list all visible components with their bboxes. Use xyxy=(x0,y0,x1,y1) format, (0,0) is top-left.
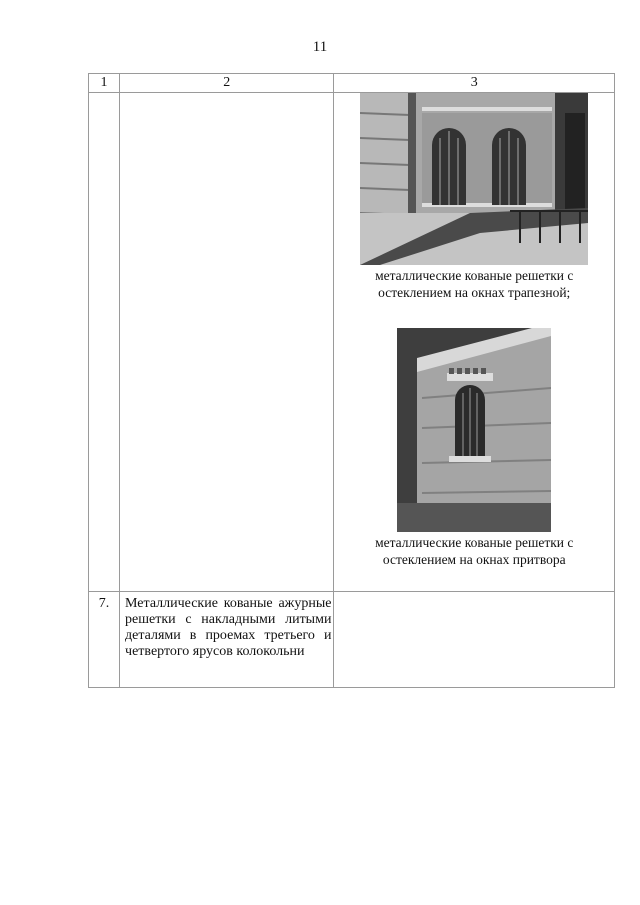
table-row xyxy=(89,93,615,592)
row-photo-cell xyxy=(334,592,615,688)
empty-description-cell xyxy=(120,93,334,592)
empty-number-cell xyxy=(89,93,120,592)
objects-table xyxy=(88,73,615,688)
row-description: Металлические кованые ажурные решетки с накладными литыми деталями в проемах третьего и четвертого ярусов колокольни xyxy=(120,592,334,688)
narthex-window-photo xyxy=(397,328,551,532)
header-col-2: 2 xyxy=(120,74,334,93)
row-number: 7. xyxy=(89,592,120,688)
refectory-windows-photo xyxy=(360,93,588,265)
photo-caption-2: металлические кованые решетки с остеклением на окнах притвора xyxy=(375,535,574,567)
table-header-row xyxy=(89,74,615,93)
photo-caption-1: металлические кованые решетки с остеклением на окнах трапезной; xyxy=(375,268,574,300)
photos-cell xyxy=(334,93,615,592)
header-col-1: 1 xyxy=(89,74,120,93)
table-row xyxy=(89,592,615,688)
page-number: 11 xyxy=(312,39,328,55)
header-col-3: 3 xyxy=(334,74,615,93)
